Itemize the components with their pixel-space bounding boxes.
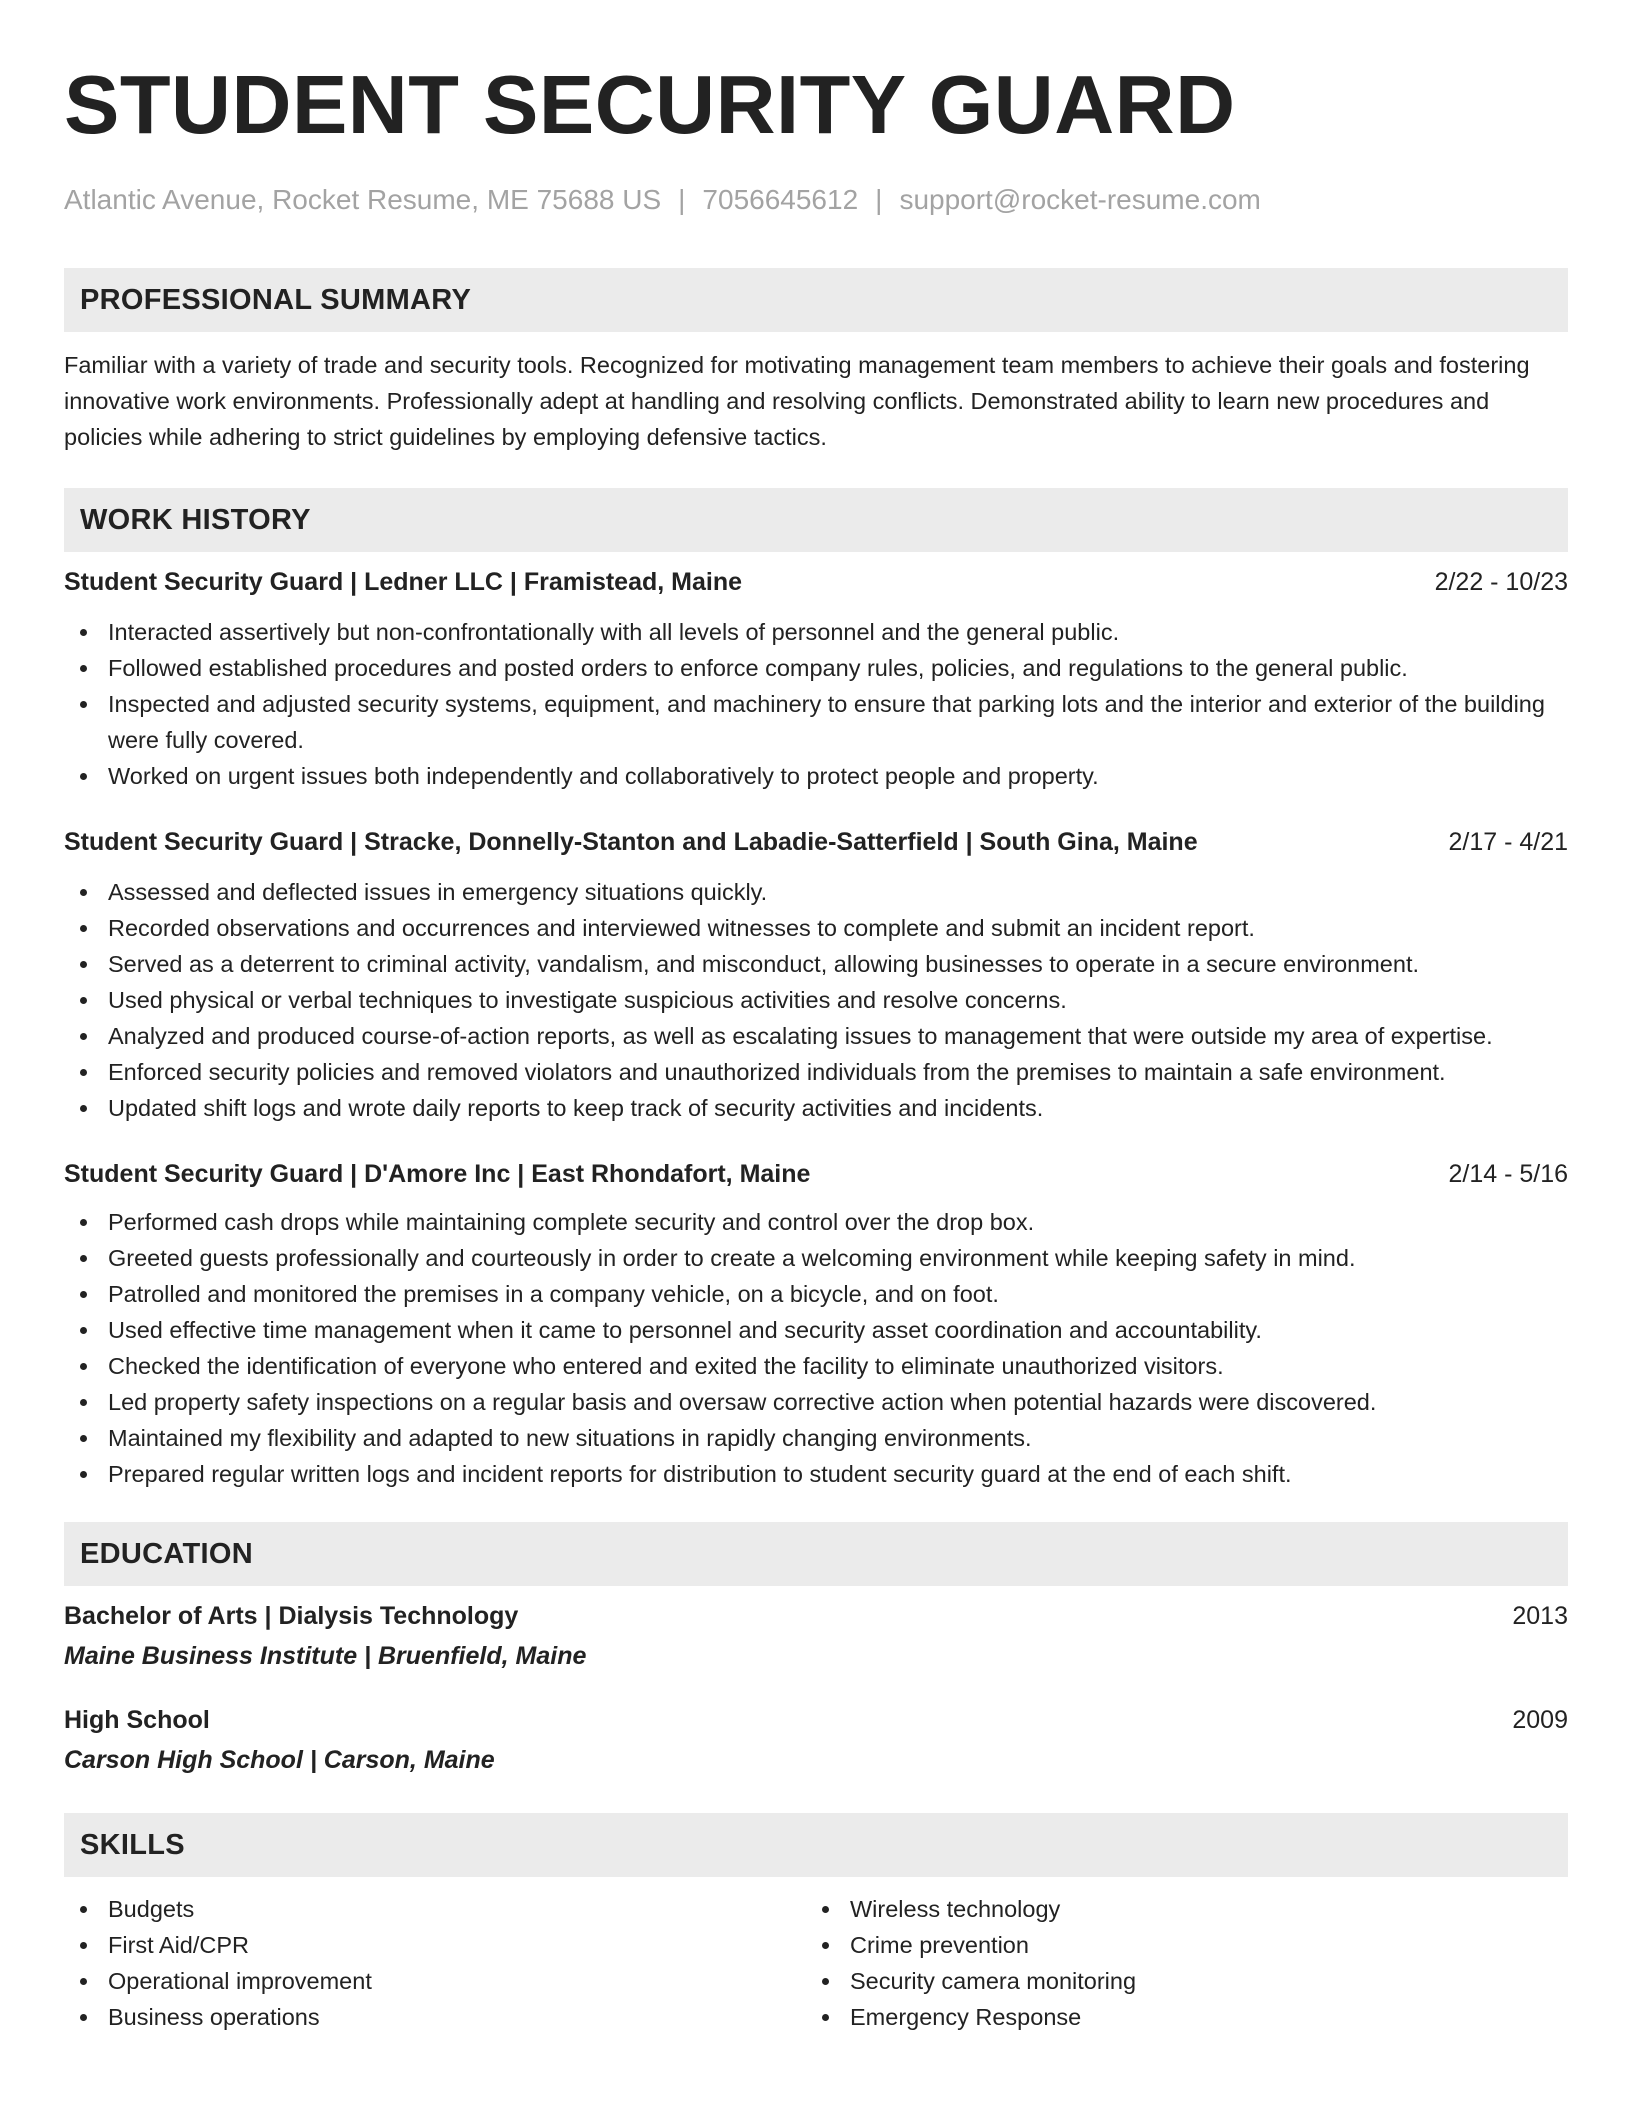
job-heading-row xyxy=(64,824,1568,860)
education-entry xyxy=(64,1702,1568,1778)
education-entry xyxy=(64,1598,1568,1674)
job-duty: Recorded observations and occurrences and interviewed witnesses to complete and submit an incident report. xyxy=(64,910,1568,946)
job-heading-row xyxy=(64,1156,1568,1192)
skills-list-left xyxy=(64,1891,806,2035)
job-duty: Assessed and deflected issues in emergency situations quickly. xyxy=(64,874,1568,910)
job-duties-list xyxy=(64,1204,1568,1492)
job-entry xyxy=(64,1156,1568,1492)
job-title: Student Security Guard | Stracke, Donnelly-Stanton and Labadie-Satterfield | South Gina, Maine xyxy=(64,828,1198,856)
skill-item: Emergency Response xyxy=(806,1999,1548,2035)
job-duty: Enforced security policies and removed violators and unauthorized individuals from the premises to maintain a safe environment. xyxy=(64,1054,1568,1090)
section-header-skills: SKILLS xyxy=(64,1813,1568,1877)
education-year: 2009 xyxy=(1512,1706,1568,1734)
contact-phone: 7056645612 xyxy=(702,184,859,215)
job-dates: 2/17 - 4/21 xyxy=(1448,828,1568,856)
skill-item: Crime prevention xyxy=(806,1927,1548,1963)
education-school: Maine Business Institute | Bruenfield, Maine xyxy=(64,1642,587,1670)
job-duty: Served as a deterrent to criminal activity, vandalism, and misconduct, allowing businesses to operate in a secure environment. xyxy=(64,946,1568,982)
skill-item: First Aid/CPR xyxy=(64,1927,806,1963)
job-duty: Maintained my flexibility and adapted to new situations in rapidly changing environments. xyxy=(64,1420,1568,1456)
job-duty: Prepared regular written logs and incident reports for distribution to student security guard at the end of each shift. xyxy=(64,1456,1568,1492)
skill-item: Budgets xyxy=(64,1891,806,1927)
contact-line xyxy=(64,183,1568,217)
job-duty: Inspected and adjusted security systems, equipment, and machinery to ensure that parking lots and the interior and exterior of the building were fully covered. xyxy=(64,686,1568,758)
job-title: Student Security Guard | Ledner LLC | Framistead, Maine xyxy=(64,568,743,596)
contact-address: Atlantic Avenue, Rocket Resume, ME 75688 US xyxy=(64,184,662,215)
section-header-summary: PROFESSIONAL SUMMARY xyxy=(64,268,1568,332)
job-duty: Followed established procedures and posted orders to enforce company rules, policies, and regulations to the general public. xyxy=(64,650,1568,686)
job-heading-row xyxy=(64,564,1568,600)
candidate-name: STUDENT SECURITY GUARD xyxy=(64,58,1236,151)
job-duty: Updated shift logs and wrote daily reports to keep track of security activities and incidents. xyxy=(64,1090,1568,1126)
job-duty: Performed cash drops while maintaining complete security and control over the drop box. xyxy=(64,1204,1568,1240)
education-heading-row xyxy=(64,1702,1568,1738)
job-entry xyxy=(64,564,1568,794)
skill-item: Wireless technology xyxy=(806,1891,1548,1927)
job-duties-list xyxy=(64,874,1568,1126)
education-heading-row xyxy=(64,1598,1568,1634)
section-header-education: EDUCATION xyxy=(64,1522,1568,1586)
job-duty: Worked on urgent issues both independently and collaboratively to protect people and property. xyxy=(64,758,1568,794)
contact-email: support@rocket-resume.com xyxy=(899,184,1261,215)
skills-list-right xyxy=(806,1891,1548,2035)
job-dates: 2/14 - 5/16 xyxy=(1448,1160,1568,1188)
section-header-work-history: WORK HISTORY xyxy=(64,488,1568,552)
job-duty: Interacted assertively but non-confrontationally with all levels of personnel and the general public. xyxy=(64,614,1568,650)
job-title: Student Security Guard | D'Amore Inc | East Rhondafort, Maine xyxy=(64,1160,811,1188)
job-duties-list xyxy=(64,614,1568,794)
summary-text: Familiar with a variety of trade and security tools. Recognized for motivating management team members to achieve their goals and fostering innovative work environments. Professionally adept at handling and resolving conflicts. Demonstrated ability to learn new procedures and policies while adhering to strict guidelines by employing defensive tactics. xyxy=(64,352,1530,450)
job-entry xyxy=(64,824,1568,1126)
education-school: Carson High School | Carson, Maine xyxy=(64,1746,495,1774)
education-year: 2013 xyxy=(1512,1602,1568,1630)
skill-item: Business operations xyxy=(64,1999,806,2035)
education-degree: High School xyxy=(64,1706,210,1734)
contact-separator: | xyxy=(678,184,686,215)
job-duty: Greeted guests professionally and courteously in order to create a welcoming environment while keeping safety in mind. xyxy=(64,1240,1568,1276)
contact-separator: | xyxy=(875,184,883,215)
job-duty: Used physical or verbal techniques to investigate suspicious activities and resolve concerns. xyxy=(64,982,1568,1018)
job-duty: Checked the identification of everyone who entered and exited the facility to eliminate unauthorized visitors. xyxy=(64,1348,1568,1384)
job-duty: Patrolled and monitored the premises in a company vehicle, on a bicycle, and on foot. xyxy=(64,1276,1568,1312)
job-duty: Analyzed and produced course-of-action reports, as well as escalating issues to management that were outside my area of expertise. xyxy=(64,1018,1568,1054)
skill-item: Operational improvement xyxy=(64,1963,806,1999)
skills-grid xyxy=(64,1891,1568,2035)
education-degree: Bachelor of Arts | Dialysis Technology xyxy=(64,1602,519,1630)
job-duty: Used effective time management when it came to personnel and security asset coordination and accountability. xyxy=(64,1312,1568,1348)
job-dates: 2/22 - 10/23 xyxy=(1434,568,1568,596)
job-duty: Led property safety inspections on a regular basis and oversaw corrective action when potential hazards were discovered. xyxy=(64,1384,1568,1420)
skill-item: Security camera monitoring xyxy=(806,1963,1548,1999)
